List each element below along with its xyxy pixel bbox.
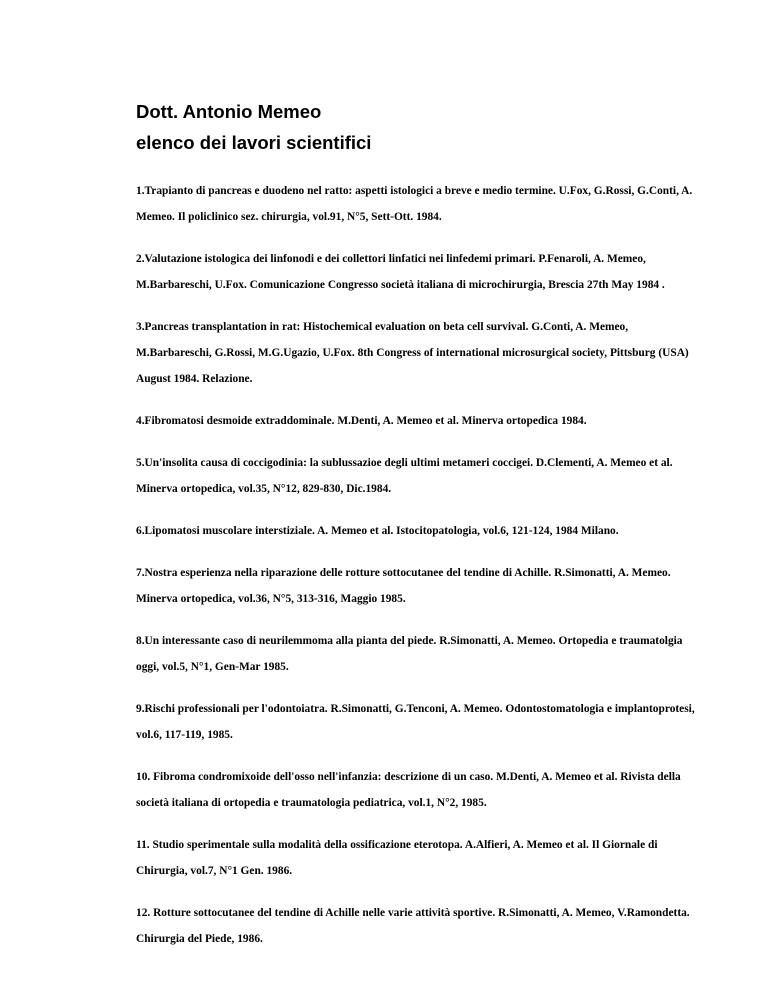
publication-entry: 6.Lipomatosi muscolare interstiziale. A. Memeo et al. Istocitopatologia, vol.6, 121-124, 1984 Milano. xyxy=(136,525,619,537)
publication-entry: 1.Trapianto di pancreas e duodeno nel ratto: aspetti istologici a breve e medio termine. U.Fox, G.Rossi, G.Conti, A. Memeo. Il policlinico sez. chirurgia, vol.91, N°5, Sett-Ott. 1984. xyxy=(136,185,693,223)
publication-entry: 5.Un'insolita causa di coccigodinia: la sublussazioe degli ultimi metameri coccigei. D.Clementi, A. Memeo et al. Minerva ortopedica, vol.35, N°12, 829-830, Dic.1984. xyxy=(136,457,673,495)
publication-entry: 2.Valutazione istologica dei linfonodi e dei collettori linfatici nei linfedemi primari. P.Fenaroli, A. Memeo, M.Barbareschi, U.Fox. Comunicazione Congresso società italiana di microchirurgia, Brescia 27th May 1984 . xyxy=(136,253,665,291)
publication-list xyxy=(136,178,696,968)
author-title: Dott. Antonio Memeo xyxy=(136,101,322,122)
publication-entry: 3.Pancreas transplantation in rat: Histochemical evaluation on beta cell survival. G.Conti, A. Memeo, M.Barbareschi, G.Rossi, M.G.Ugazio, U.Fox. 8th Congress of international microsurgical society, Pittsburg (USA) August 1984. Relazione. xyxy=(136,321,689,385)
document-subtitle: elenco dei lavori scientifici xyxy=(136,132,372,153)
publication-entry: 11. Studio sperimentale sulla modalità della ossificazione eterotopa. A.Alfieri, A. Memeo et al. Il Giornale di Chirurgia, vol.7, N°1 Gen. 1986. xyxy=(136,839,658,877)
publication-entry: 8.Un interessante caso di neurilemmoma alla pianta del piede. R.Simonatti, A. Memeo. Ortopedia e traumatolgia oggi, vol.5, N°1, Gen-Mar 1985. xyxy=(136,635,683,673)
publication-entry: 12. Rotture sottocutanee del tendine di Achille nelle varie attività sportive. R.Simonatti, A. Memeo, V.Ramondetta. Chirurgia del Piede, 1986. xyxy=(136,907,690,945)
publication-entry: 9.Rischi professionali per l'odontoiatra. R.Simonatti, G.Tenconi, A. Memeo. Odontostomatologia e implantoprotesi, vol.6, 117-119, 1985. xyxy=(136,703,695,741)
publication-entry: 10. Fibroma condromixoide dell'osso nell'infanzia: descrizione di un caso. M.Denti, A. Memeo et al. Rivista della società italiana di ortopedia e traumatologia pediatrica, vol.1, N°2, 1985. xyxy=(136,771,681,809)
publication-entry: 4.Fibromatosi desmoide extraddominale. M.Denti, A. Memeo et al. Minerva ortopedica 1984. xyxy=(136,415,587,427)
document-header xyxy=(136,96,696,158)
publication-entry: 7.Nostra esperienza nella riparazione delle rotture sottocutanee del tendine di Achille. R.Simonatti, A. Memeo. Minerva ortopedica, vol.36, N°5, 313-316, Maggio 1985. xyxy=(136,567,671,605)
